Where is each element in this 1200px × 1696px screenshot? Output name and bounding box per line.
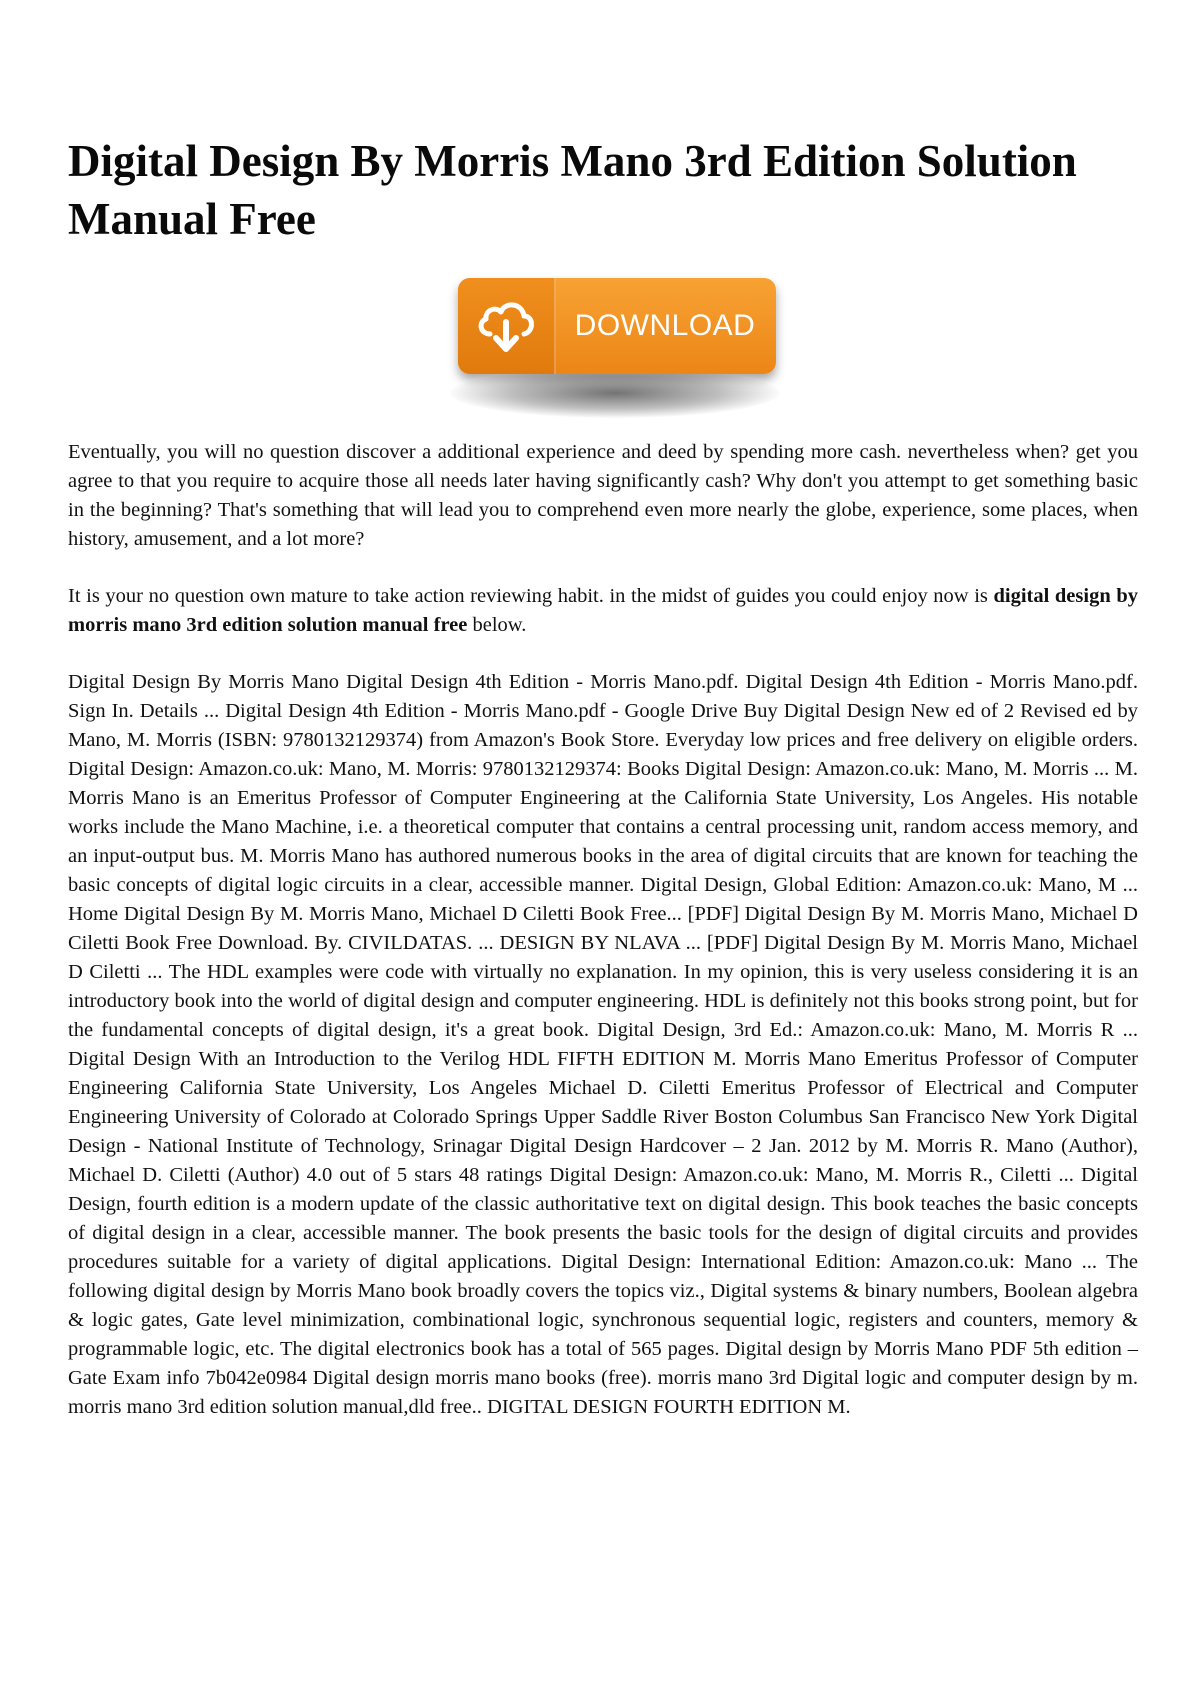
download-button-shadow: [450, 368, 780, 418]
download-icon-box: [458, 278, 556, 374]
document-page: [68, 132, 1138, 1422]
second-paragraph: [68, 582, 1138, 640]
download-banner: [450, 278, 780, 428]
second-paragraph-ending: below.: [467, 614, 527, 636]
download-button[interactable]: [458, 278, 776, 374]
cloud-download-icon: [472, 292, 540, 360]
intro-paragraph: Eventually, you will no question discover a additional experience and deed by spending more cash. nevertheless when? get you agree to that you require to acquire those all needs later having significantly cash? Why don't you attempt to get something basic in the beginning? That's something that will lead you to comprehend even more nearly the globe, experience, some places, when history, amusement, and a lot more?: [68, 441, 1138, 550]
document-title: Digital Design By Morris Mano 3rd Edition Solution Manual Free: [68, 136, 1077, 244]
second-paragraph-bold-title: digital design by morris mano 3rd edition solution manual free: [68, 585, 1138, 636]
body-paragraph: Digital Design By Morris Mano Digital Design 4th Edition - Morris Mano.pdf. Digital Design 4th Edition - Morris Mano.pdf. Sign In. Details ... Digital Design 4th Edition - Morris Mano.pdf - Google Drive Buy Digital Design New ed of 2 Revised ed by Mano, M. Morris (ISBN: 9780132129374) from Amazon's Book Store. Everyday low prices and free delivery on eligible orders. Digital Design: Amazon.co.uk: Mano, M. Morris: 9780132129374: Books Digital Design: Amazon.co.uk: Mano, M. Morris ... M. Morris Mano is an Emeritus Professor of Computer Engineering at the California State University, Los Angeles. His notable works include the Mano Machine, i.e. a theoretical computer that contains a central processing unit, random access memory, and an input-output bus. M. Morris Mano has authored numerous books in the area of digital circuits that are known for teaching the basic concepts of digital logic circuits in a clear, accessible manner. Digital Design, Global Edition: Amazon.co.uk: Mano, M ... Home Digital Design By M. Morris Mano, Michael D Ciletti Book Free... [PDF] Digital Design By M. Morris Mano, Michael D Ciletti Book Free Download. By. CIVILDATAS. ... DESIGN BY NLAVA ... [PDF] Digital Design By M. Morris Mano, Michael D Ciletti ... The HDL examples were code with virtually no explanation. In my opinion, this is very useless considering it is an introductory book into the world of digital design and computer engineering. HDL is definitely not this books strong point, but for the fundamental concepts of digital design, it's a great book. Digital Design, 3rd Ed.: Amazon.co.uk: Mano, M. Morris R ... Digital Design With an Introduction to the Verilog HDL FIFTH EDITION M. Morris Mano Emeritus Professor of Computer Engineering California State University, Los Angeles Michael D. Ciletti Emeritus Professor of Electrical and Computer Engineering University of Colorado at Colorado Springs Upper Saddle River Boston Columbus San Francisco New York Digital Design - National Institute of Technology, Srinagar Digital Design Hardcover – 2 Jan. 2012 by M. Morris R. Mano (Author), Michael D. Ciletti (Author) 4.0 out of 5 stars 48 ratings Digital Design: Amazon.co.uk: Mano, M. Morris R., Ciletti ... Digital Design, fourth edition is a modern update of the classic authoritative text on digital design. This book teaches the basic concepts of digital design in a clear, accessible manner. The book presents the basic tools for the design of digital circuits and provides procedures suitable for a variety of digital applications. Digital Design: International Edition: Amazon.co.uk: Mano ... The following digital design by Morris Mano book broadly covers the topics viz., Digital systems & binary numbers, Boolean algebra & logic gates, Gate level minimization, combinational logic, synchronous sequential logic, registers and counters, memory & programmable logic, etc. The digital electronics book has a total of 565 pages. Digital design by Morris Mano PDF 5th edition – Gate Exam info 7b042e0984 Digital design morris mano books (free). morris mano 3rd Digital logic and computer design by m. morris mano 3rd edition solution manual,dld free.. DIGITAL DESIGN FOURTH EDITION M.: [68, 671, 1138, 1418]
second-paragraph-text: It is your no question own mature to take action reviewing habit. in the midst of guides you could enjoy now is: [68, 585, 994, 607]
download-button-label: DOWNLOAD: [574, 309, 756, 342]
